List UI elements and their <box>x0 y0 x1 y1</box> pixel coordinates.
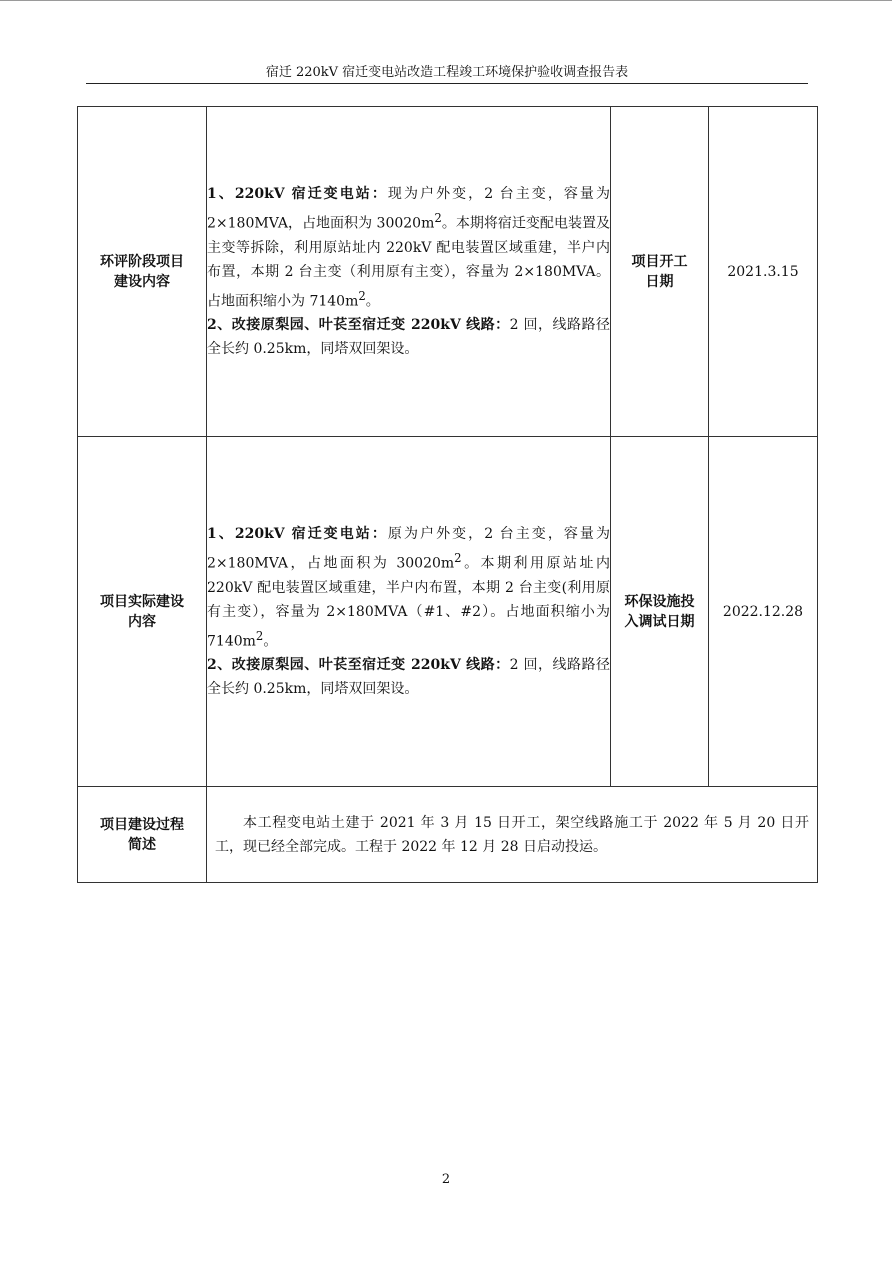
actual-item1-sup-b: 2 <box>255 628 264 643</box>
actual-content-label <box>78 437 207 787</box>
commissioning-date-value: 2022.12.28 <box>709 437 818 787</box>
process-summary-label <box>78 787 207 883</box>
eia-item2-paragraph <box>207 313 610 361</box>
eia-item1-sup-a: 2 <box>434 210 442 225</box>
eia-content-label <box>78 107 207 437</box>
eia-item2-text: 2 回，线路路径全长约 0.25km，同塔双回架设。 <box>207 317 610 358</box>
actual-item1-text-c: 。 <box>263 633 278 650</box>
eia-item1-text-b: 。本期将宿迁变配电装置及主变等拆除，利用原站址内 220kV 配电装置区域重建，半户内布置，本期 2 台主变（利用原有主变），容量为 2×180MVA。占地面积缩小为 7140m <box>207 215 611 310</box>
table-row-actual-content <box>78 437 818 787</box>
start-date-label-line2: 日期 <box>645 273 674 290</box>
page-number: 2 <box>441 1172 451 1187</box>
eia-item1-text-a: 现为户外变，2 台主变，容量为 2×180MVA，占地面积为 30020m <box>207 185 610 232</box>
actual-content-text <box>207 437 611 787</box>
actual-item1-paragraph <box>207 522 610 653</box>
commissioning-date-label-line1: 环保设施投 <box>624 593 695 610</box>
process-summary-text: 本工程变电站土建于 2021 年 3 月 15 日开工，架空线路施工于 2022 年 5 月 20 日开工，现已经全部完成。工程于 2022 年 12 月 28 日启动投运。 <box>207 787 818 883</box>
process-summary-label-line2: 简述 <box>128 836 156 853</box>
start-date-value: 2021.3.15 <box>709 107 818 437</box>
header-underline <box>86 83 808 84</box>
actual-content-label-line2: 内容 <box>128 613 156 630</box>
report-header-title: 宿迁 220kV 宿迁变电站改造工程竣工环境保护验收调查报告表 <box>265 65 629 80</box>
eia-item1-heading: 1、220kV 宿迁变电站： <box>207 185 388 202</box>
eia-item1-sup-b: 2 <box>358 288 366 303</box>
start-date-label-line1: 项目开工 <box>631 253 688 270</box>
commissioning-date-label <box>611 437 709 787</box>
eia-item2-heading: 2、改接原梨园、叶苌至宿迁变 220kV 线路： <box>207 317 510 334</box>
eia-content-text <box>207 107 611 437</box>
actual-item2-heading: 2、改接原梨园、叶苌至宿迁变 220kV 线路： <box>207 657 510 674</box>
actual-item1-text-b: 。本期利用原站址内 220kV 配电装置区域重建，半户内布置，本期 2 台主变(利用原有主变），容量为 2×180MVA（#1、#2）。占地面积缩小为 7140m <box>207 555 610 650</box>
process-summary-label-line1: 项目建设过程 <box>100 816 184 833</box>
actual-item1-text-a: 原为户外变，2 台主变，容量为 2×180MVA，占地面积为 30020m <box>207 525 610 572</box>
eia-item1-paragraph <box>207 182 610 313</box>
eia-content-label-line1: 环评阶段项目 <box>100 253 184 270</box>
actual-content-label-line1: 项目实际建设 <box>100 593 184 610</box>
table-row-process-summary <box>78 787 818 883</box>
eia-item1-text-c: 。 <box>365 293 380 310</box>
eia-content-label-line2: 建设内容 <box>114 273 170 290</box>
actual-item1-sup-a: 2 <box>454 550 462 565</box>
actual-item2-text: 2 回，线路路径全长约 0.25km，同塔双回架设。 <box>207 657 610 698</box>
top-border-line <box>0 0 892 1</box>
actual-item1-heading: 1、220kV 宿迁变电站： <box>207 525 388 542</box>
actual-item2-paragraph <box>207 653 610 701</box>
table-row-eia-content <box>78 107 818 437</box>
commissioning-date-label-line2: 入调试日期 <box>624 613 695 630</box>
project-info-table <box>77 106 818 883</box>
start-date-label <box>611 107 709 437</box>
